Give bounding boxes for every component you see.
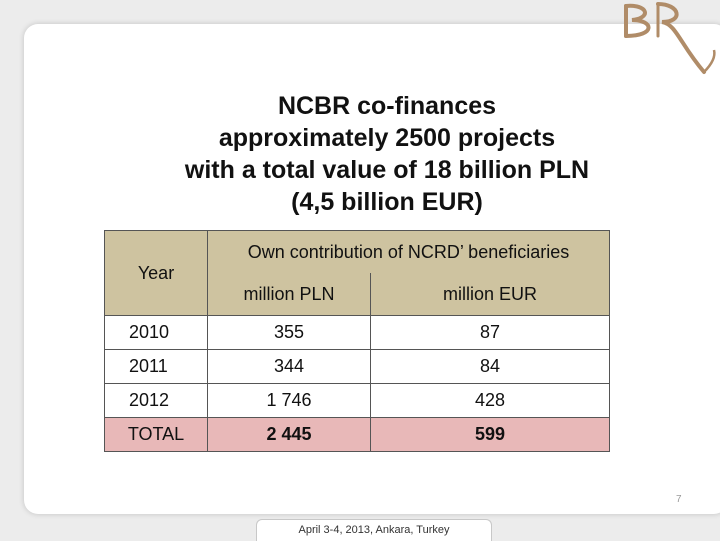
million-eur-header: million EUR bbox=[371, 273, 610, 316]
table-row bbox=[105, 316, 610, 350]
total-row bbox=[105, 418, 610, 452]
row-pln: 355 bbox=[208, 316, 371, 350]
br-logo-icon bbox=[618, 0, 720, 80]
footer-caption: April 3-4, 2013, Ankara, Turkey bbox=[256, 519, 492, 541]
total-pln: 2 445 bbox=[208, 418, 371, 452]
total-eur: 599 bbox=[371, 418, 610, 452]
row-eur: 428 bbox=[371, 384, 610, 418]
row-year: 2012 bbox=[105, 384, 208, 418]
row-eur: 87 bbox=[371, 316, 610, 350]
year-header: Year bbox=[105, 231, 208, 316]
table-row bbox=[105, 384, 610, 418]
row-eur: 84 bbox=[371, 350, 610, 384]
title-line-1: NCBR co-finances bbox=[277, 92, 497, 120]
row-year: 2010 bbox=[105, 316, 208, 350]
contribution-table bbox=[104, 230, 610, 452]
title-line-4: (4,5 billion EUR) bbox=[291, 188, 483, 216]
million-pln-header: million PLN bbox=[208, 273, 371, 316]
row-pln: 1 746 bbox=[208, 384, 371, 418]
title-line-2: approximately 2500 projects bbox=[218, 124, 556, 152]
table-row bbox=[105, 350, 610, 384]
row-pln: 344 bbox=[208, 350, 371, 384]
title-line-3: with a total value of 18 billion PLN bbox=[184, 156, 590, 184]
own-contribution-header: Own contribution of NCRD’ beneficiaries bbox=[208, 231, 610, 274]
row-year: 2011 bbox=[105, 350, 208, 384]
total-label: TOTAL bbox=[105, 418, 208, 452]
slide-title bbox=[84, 90, 690, 218]
page-number: 7 bbox=[676, 494, 682, 505]
